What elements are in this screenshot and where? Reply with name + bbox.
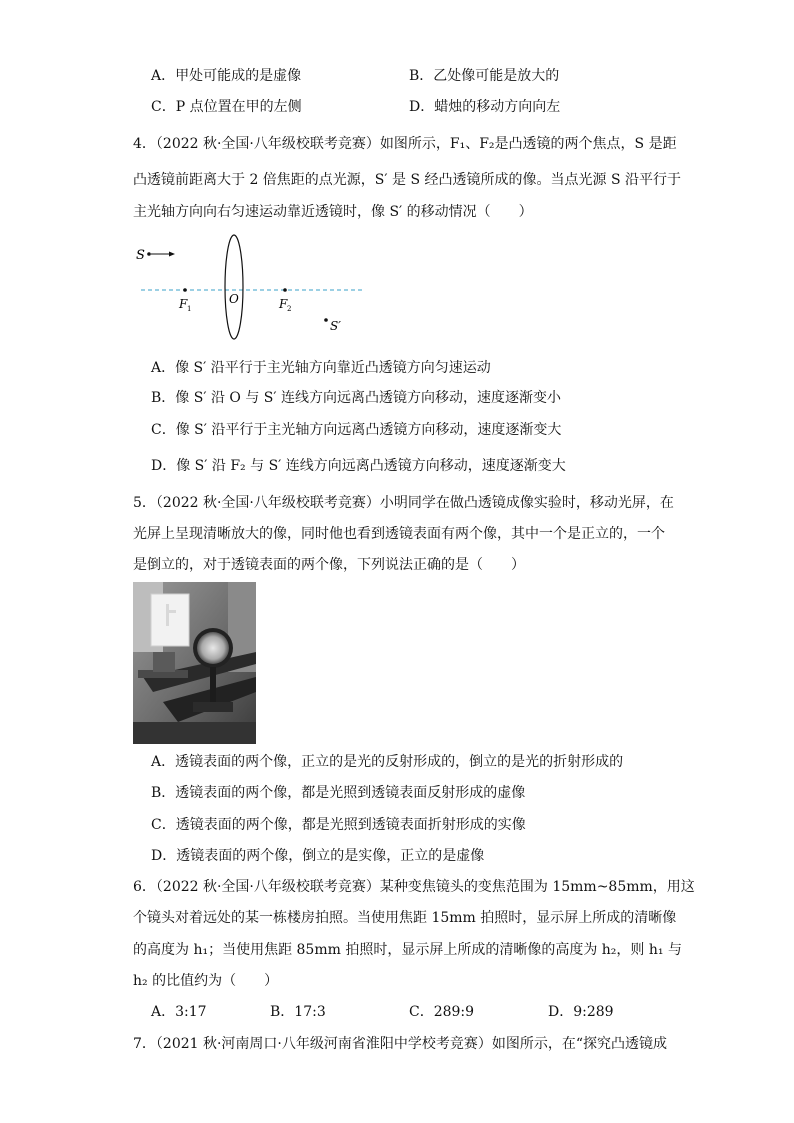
q5-option-d: D．透镜表面的两个像，倒立的是实像，正立的是虚像 (151, 848, 485, 864)
q3-option-b: B．乙处像可能是放大的 (409, 68, 560, 84)
q6-text-line4: h₂ 的比值约为（ ） (133, 973, 279, 989)
q6-text-line2: 个镜头对着远处的某一栋楼房拍照。当使用焦距 15mm 拍照时，显示屏上所成的清晰像 (133, 910, 677, 926)
label-s: S (136, 248, 145, 263)
q6-text-line3: 的高度为 h₁；当使用焦距 85mm 拍照时，显示屏上所成的清晰像的高度为 h₂，则 h₁ 与 (133, 942, 682, 958)
q5-experiment-photo (133, 582, 256, 744)
label-f1: F (179, 297, 188, 311)
q4-text-line1: 4．（2022 秋·全国·八年级校联考竞赛）如图所示，F₁、F₂是凸透镜的两个焦点，S 是距 (133, 136, 677, 152)
q7-text-line1: 7．（2021 秋·河南周口·八年级河南省淮阳中学校考竞赛）如图所示，在“探究凸透镜成 (133, 1036, 668, 1052)
focus-f1-point (183, 288, 187, 292)
q3-option-a: A．甲处可能成的是虚像 (151, 68, 302, 84)
q5-option-a: A．透镜表面的两个像，正立的是光的反射形成的，倒立的是光的折射形成的 (151, 754, 624, 770)
q5-option-b: B．透镜表面的两个像，都是光照到透镜表面反射形成的虚像 (151, 785, 526, 801)
q5-text-line1: 5．（2022 秋·全国·八年级校联考竞赛）小明同学在做凸透镜成像实验时，移动光屏，在 (133, 495, 674, 511)
motion-arrowhead (169, 252, 175, 257)
q3-option-c: C．P 点位置在甲的左侧 (151, 99, 302, 115)
q4-option-c: C．像 S′ 沿平行于主光轴方向远离凸透镜方向移动，速度逐渐变大 (151, 422, 562, 438)
q6-option-d: D．9:289 (548, 1004, 614, 1020)
q4-text-line3: 主光轴方向向右匀速运动靠近透镜时，像 S′ 的移动情况（ ） (133, 204, 533, 220)
q5-text-line3: 是倒立的，对于透镜表面的两个像，下列说法正确的是（ ） (133, 557, 525, 573)
focus-f2-point (283, 288, 287, 292)
q4-option-a: A．像 S′ 沿平行于主光轴方向靠近凸透镜方向匀速运动 (151, 360, 491, 376)
q5-option-c: C．透镜表面的两个像，都是光照到透镜表面折射形成的实像 (151, 817, 526, 833)
label-s-prime: S′ (330, 319, 341, 333)
q3-option-d: D．蜡烛的移动方向向左 (409, 99, 561, 115)
label-o: O (229, 292, 239, 306)
q4-lens-diagram (133, 232, 373, 347)
q6-option-b: B．17:3 (270, 1004, 326, 1020)
q6-text-line1: 6．（2022 秋·全国·八年级校联考竞赛）某种变焦镜头的变焦范围为 15mm~85mm，用这 (133, 879, 695, 895)
q6-option-a: A．3:17 (151, 1004, 207, 1020)
q4-text-line2: 凸透镜前距离大于 2 倍焦距的点光源，S′ 是 S 经凸透镜所成的像。当点光源 S 沿平行于 (133, 172, 682, 188)
q4-option-d: D．像 S′ 沿 F₂ 与 S′ 连线方向远离凸透镜方向移动，速度逐渐变大 (151, 458, 566, 474)
point-source-s (147, 252, 151, 256)
label-f2: F (279, 297, 288, 311)
image-s-prime-point (324, 318, 328, 322)
q6-option-c: C．289:9 (409, 1004, 475, 1020)
q4-option-b: B．像 S′ 沿 O 与 S′ 连线方向远离凸透镜方向移动，速度逐渐变小 (151, 390, 562, 406)
label-f1-sub: 1 (187, 305, 192, 313)
q5-text-line2: 光屏上呈现清晰放大的像，同时他也看到透镜表面有两个像，其中一个是正立的，一个 (133, 526, 665, 542)
convex-lens (225, 235, 243, 339)
label-f2-sub: 2 (287, 305, 292, 313)
